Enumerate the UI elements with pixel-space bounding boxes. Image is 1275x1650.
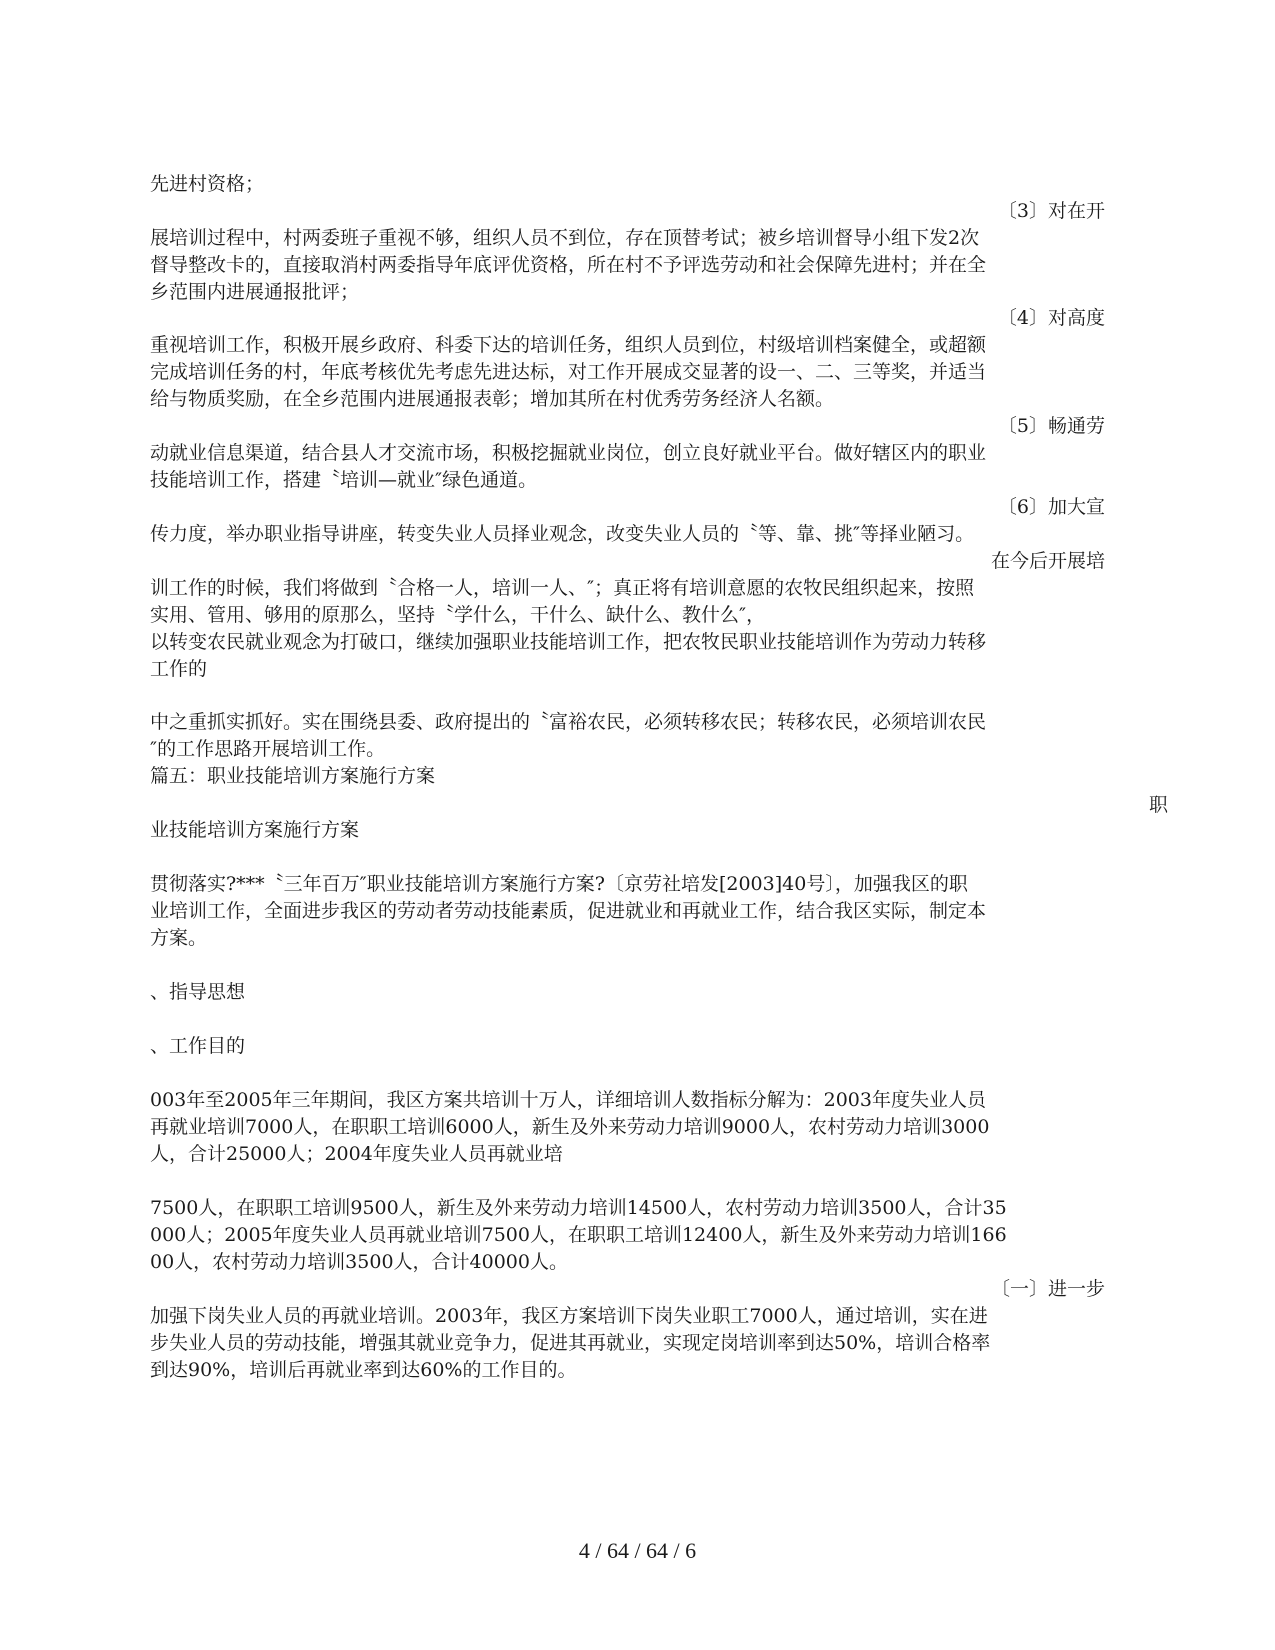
text-line: 〔5〕畅通劳 — [997, 415, 1105, 437]
text-line: 实用、管用、够用的原那么，坚持〝学什么，干什么、缺什么、教什么″， — [150, 604, 766, 626]
subheading: 、工作目的 — [150, 1035, 246, 1057]
text-line: 再就业培训7000人，在职职工培训6000人，新生及外来劳动力培训9000人，农村劳动力培训3000 — [150, 1116, 990, 1138]
text-line: 步失业人员的劳动技能，增强其就业竞争力，促进其再就业，实现定岗培训率到达50%，培训合格率 — [150, 1332, 991, 1354]
text-line: 给与物质奖励，在全乡范围内进展通报表彰；增加其所在村优秀劳务经济人名额。 — [150, 388, 835, 410]
text-line: 7500人，在职职工培训9500人，新生及外来劳动力培训14500人，农村劳动力培训3500人，合计35 — [150, 1197, 1007, 1219]
text-line: 000人；2005年度失业人员再就业培训7500人，在职职工培训12400人，新生及外来劳动力培训166 — [150, 1224, 1007, 1246]
text-line: 以转变农民就业观念为打破口，继续加强职业技能培训工作，把农牧民职业技能培训作为劳动力转移 — [150, 631, 987, 653]
text-line: 技能培训工作，搭建〝培训—就业″绿色通道。 — [150, 469, 538, 491]
text-line: 训工作的时候，我们将做到〝合格一人，培训一人、″；真正将有培训意愿的农牧民组织起来，按照 — [150, 577, 975, 599]
text-line: 先进村资格； — [150, 173, 265, 195]
text-line: 到达90%，培训后再就业率到达60%的工作目的。 — [150, 1359, 577, 1381]
text-line: 〔6〕加大宣 — [997, 496, 1105, 518]
text-line: 职 — [1148, 794, 1168, 816]
text-line: 业培训工作，全面进步我区的劳动者劳动技能素质，促进就业和再就业工作，结合我区实际，制定本 — [150, 900, 987, 922]
text-line: 督导整改卡的，直接取消村两委指导年底评优资格，所在村不予评选劳动和社会保障先进村；并在全 — [150, 254, 987, 276]
section-heading: 篇五：职业技能培训方案施行方案 — [150, 765, 436, 787]
text-line: 在今后开展培 — [990, 550, 1105, 572]
document-page — [150, 0, 1168, 1650]
text-line: 〔4〕对高度 — [997, 307, 1105, 329]
text-line: 中之重抓实抓好。实在围绕县委、政府提出的〝富裕农民，必须转移农民；转移农民，必须培训农民 — [150, 711, 987, 733]
text-line: 003年至2005年三年期间，我区方案共培训十万人，详细培训人数指标分解为：2003年度失业人员 — [150, 1089, 986, 1111]
text-line: 00人，农村劳动力培训3500人，合计40000人。 — [150, 1251, 568, 1273]
text-line: 动就业信息渠道，结合县人才交流市场，积极挖掘就业岗位，创立良好就业平台。做好辖区内的职业 — [150, 442, 987, 464]
text-line: 加强下岗失业人员的再就业培训。2003年，我区方案培训下岗失业职工7000人，通过培训，实在进 — [150, 1305, 988, 1327]
text-line: 人，合计25000人；2004年度失业人员再就业培 — [150, 1143, 563, 1165]
text-line: 重视培训工作，积极开展乡政府、科委下达的培训任务，组织人员到位，村级培训档案健全，或超额 — [150, 334, 987, 356]
page-indicator: 4 / 64 / 64 / 6 — [578, 1538, 697, 1563]
text-line: 贯彻落实?***〝三年百万″职业技能培训方案施行方案?〔京劳社培发[2003]40号〕，加强我区的职 — [150, 873, 968, 895]
text-line: 方案。 — [150, 927, 208, 949]
text-line: 乡范围内进展通报批评； — [150, 281, 360, 303]
text-line: 传力度，举办职业指导讲座，转变失业人员择业观念，改变失业人员的〝等、靠、挑″等择业陋习。 — [150, 523, 975, 545]
text-line: 完成培训任务的村，年底考核优先考虑先进达标，对工作开展成交显著的设一、二、三等奖，并适当 — [150, 361, 987, 383]
text-line: 工作的 — [150, 658, 208, 680]
text-line: ″的工作思路开展培训工作。 — [150, 738, 386, 760]
text-line: 展培训过程中，村两委班子重视不够，组织人员不到位，存在顶替考试；被乡培训督导小组下发2次 — [150, 227, 980, 249]
text-line: 业技能培训方案施行方案 — [150, 819, 360, 841]
text-line: 〔一〕进一步 — [990, 1278, 1105, 1300]
text-line: 〔3〕对在开 — [997, 200, 1105, 222]
subheading: 、指导思想 — [150, 981, 246, 1003]
